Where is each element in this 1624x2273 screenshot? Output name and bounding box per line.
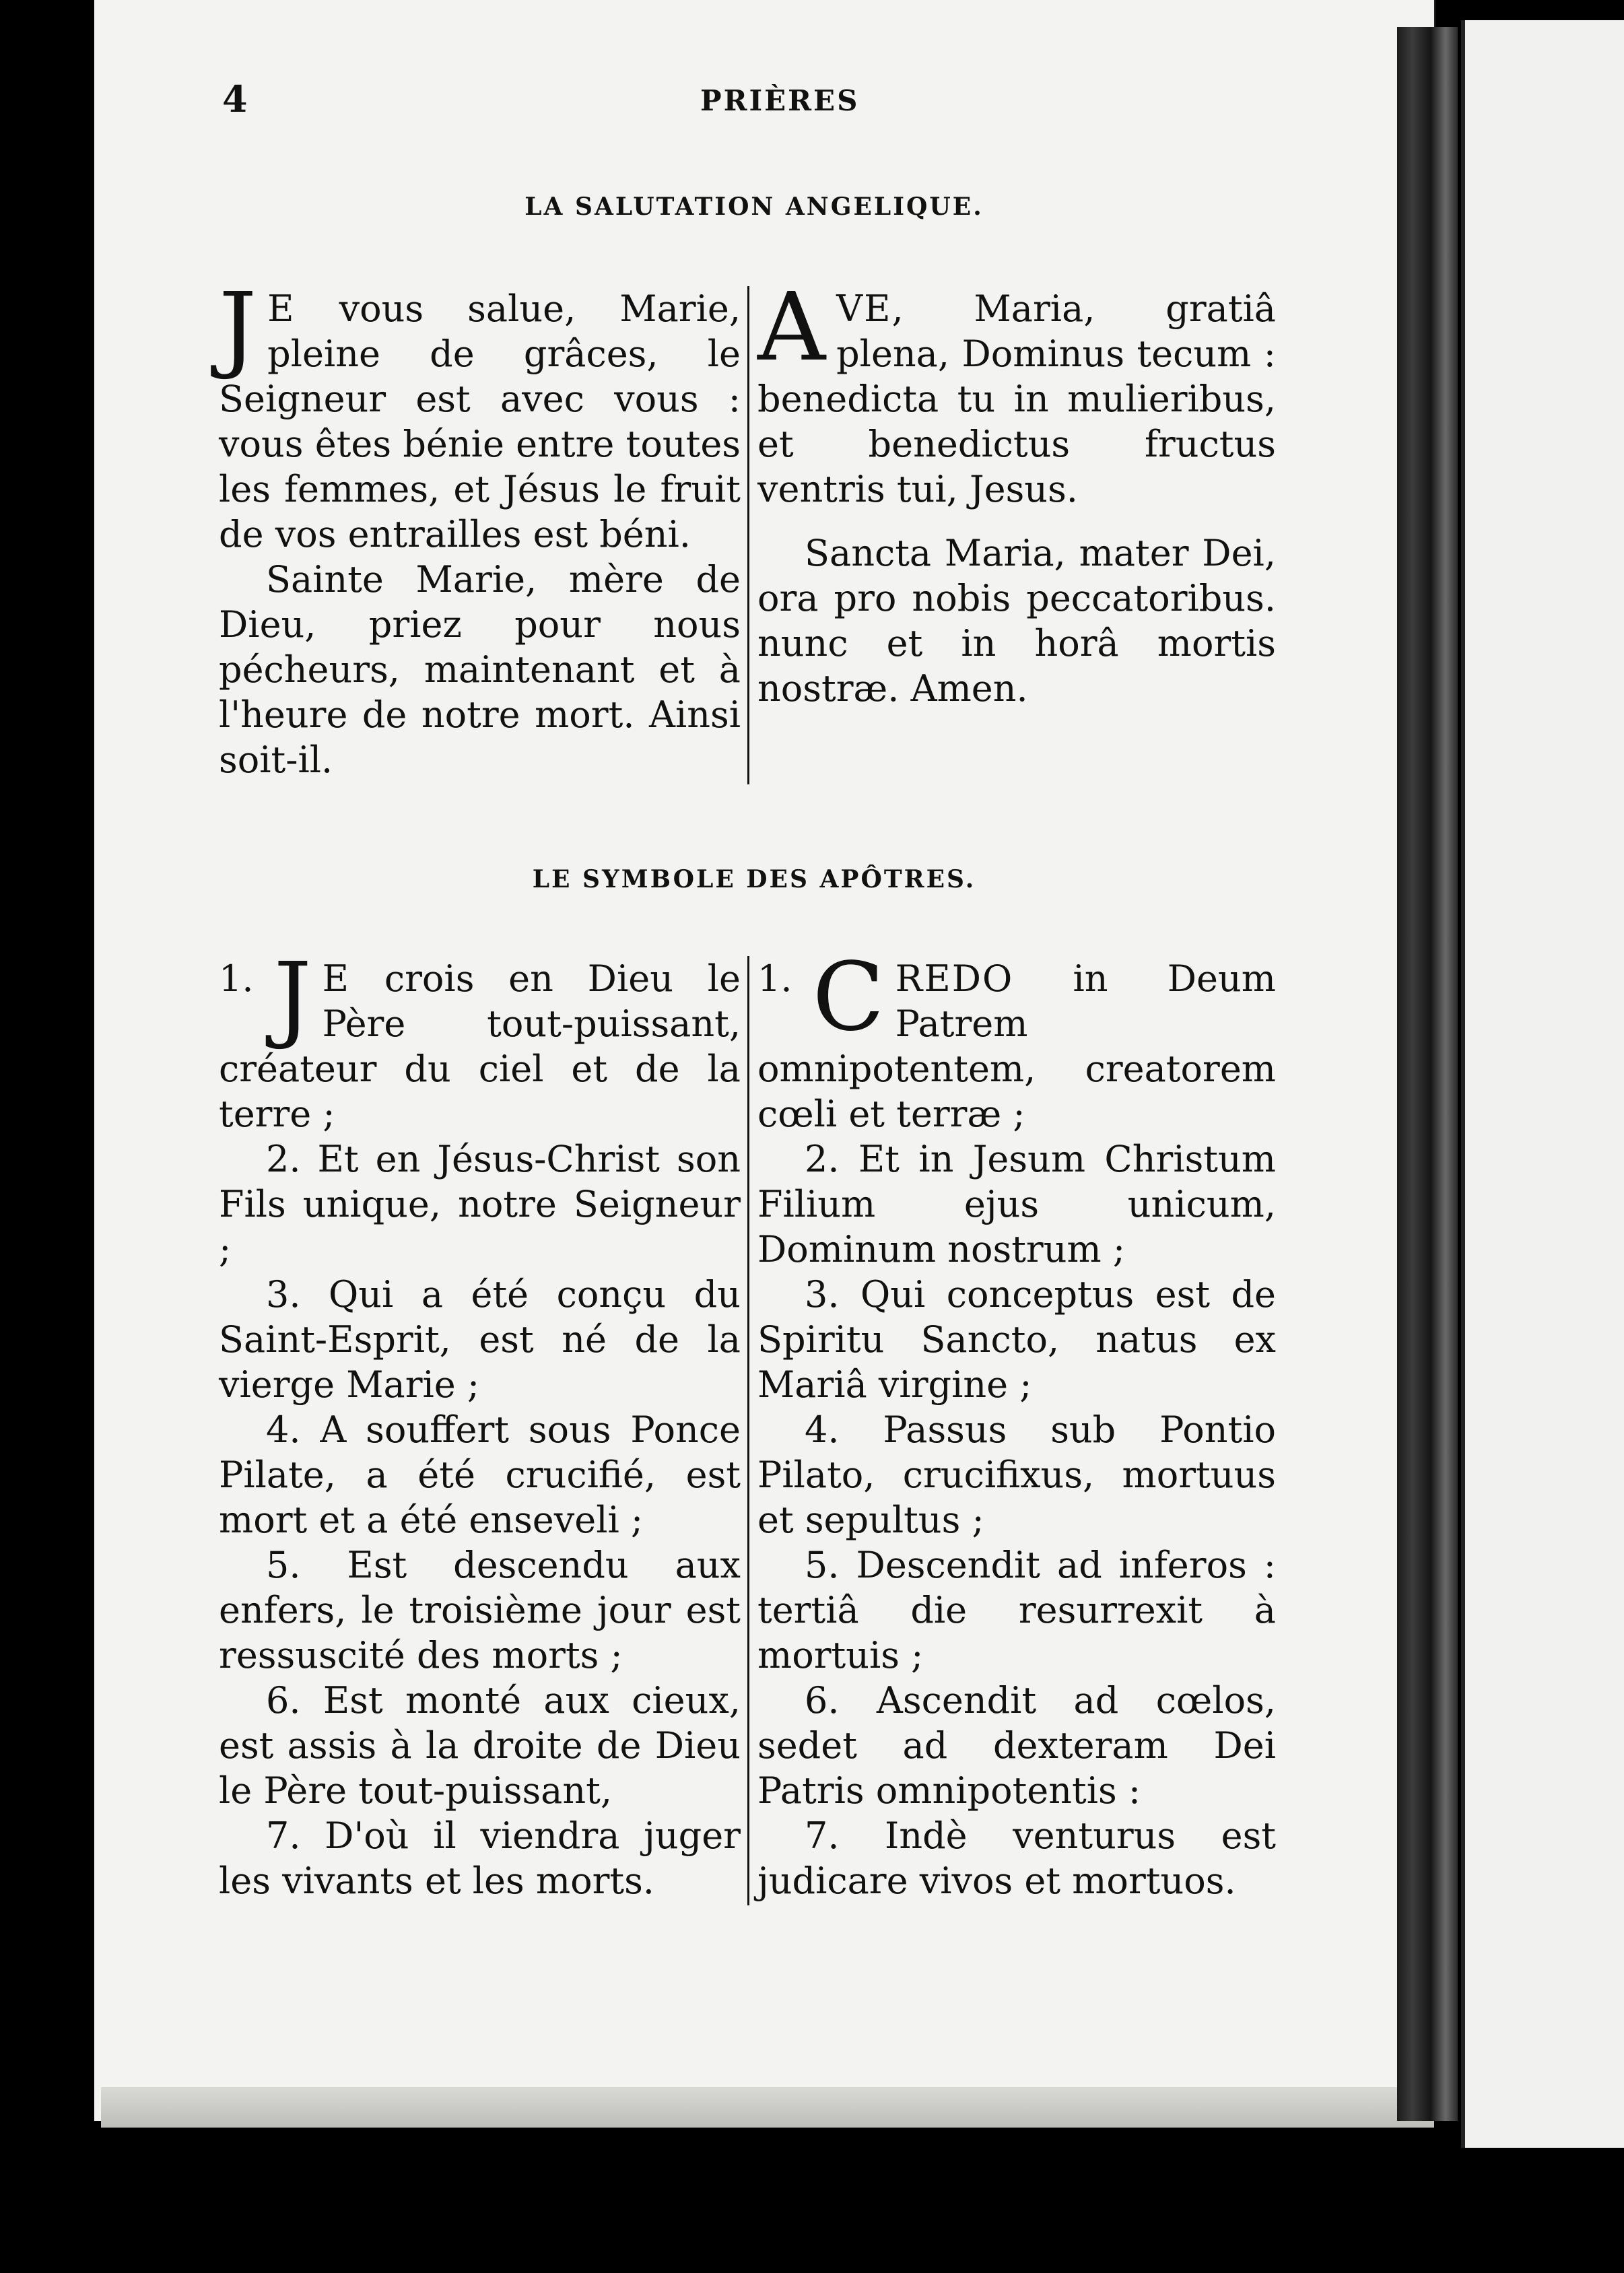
salutation-latin-paragraph-2: Sancta Maria, mater Dei, ora pro nobis peccatoribus. nunc et in horâ mortis nostræ. Amen. (757, 532, 1276, 710)
salutation-title: LA SALUTATION ANGELIQUE. (525, 193, 984, 221)
page-number: 4 (222, 77, 248, 121)
book-spine (1397, 27, 1458, 2121)
dropcap: C (812, 943, 885, 1052)
symbole-french-article: 4. A souffert sous Ponce Pilate, a été crucifié, est mort et a été enseveli ; (219, 1409, 741, 1541)
symbole-french-article: 3. Qui a été conçu du Saint-Esprit, est né de la vierge Marie ; (219, 1273, 741, 1406)
symbole-french-article: 5. Est descendu aux enfers, le troisième jour est ressuscité des morts ; (219, 1544, 741, 1676)
dropcap: J (219, 273, 257, 382)
symbole-french-column (219, 943, 741, 1903)
salutation-french-paragraph-2: Sainte Marie, mère de Dieu, priez pour nous pécheurs, maintenant et à l'heure de notre mort. Ainsi soit-il. (219, 558, 741, 781)
symbole-french-article: 2. Et en Jésus-Christ son Fils unique, notre Seigneur ; (219, 1138, 741, 1270)
dropcap: A (757, 273, 826, 382)
salutation-latin-column (757, 273, 1276, 711)
symbole-latin-article: 2. Et in Jesum Christum Filium ejus unicum, Dominum nostrum ; (757, 1138, 1276, 1270)
symbole-latin-article-1: 1. C REDO in Deum Patrem omnipotentem, creatorem cœli et terræ ; (757, 943, 1276, 1135)
symbole-latin-article: 4. Passus sub Pontio Pilato, crucifixus, mortuus et sepultus ; (757, 1409, 1276, 1541)
symbole-latin-article: 5. Descendit ad inferos : tertiâ die resurrexit à mortuis ; (757, 1544, 1276, 1676)
symbole-latin-article: 3. Qui conceptus est de Spiritu Sancto, natus ex Mariâ virgine ; (757, 1273, 1276, 1406)
page-edge-shadow (101, 2087, 1434, 2128)
salutation-french-paragraph-1: J E vous salue, Marie, pleine de grâces, le Seigneur est avec vous : vous êtes bénie entre toutes les femmes, et Jésus le fruit de vos entrailles est béni. (219, 273, 741, 555)
symbole-latin-column (757, 943, 1276, 1903)
facing-page-edge (1461, 20, 1624, 2148)
salutation-french-column (219, 273, 741, 782)
dropcap: J (273, 943, 312, 1052)
symbole-title: LE SYMBOLE DES APÔTRES. (532, 865, 976, 893)
running-title: PRIÈRES (700, 84, 860, 117)
symbole-latin-article: 6. Ascendit ad cœlos, sedet ad dexteram Dei Patris omnipotentis : (757, 1679, 1276, 1812)
symbole-french-article: 7. D'où il viendra juger les vivants et les morts. (219, 1814, 741, 1902)
symbole-french-article: 6. Est monté aux cieux, est assis à la droite de Dieu le Père tout-puissant, (219, 1679, 741, 1812)
salutation-latin-paragraph-1: AVE, Maria, gratiâ plena, Dominus tecum : benedicta tu in mulieribus, et benedictus fructus ventris tui, Jesus. (757, 273, 1276, 510)
column-divider (747, 956, 749, 1905)
column-divider (747, 286, 749, 784)
symbole-latin-article: 7. Indè venturus est judicare vivos et mortuos. (757, 1814, 1276, 1902)
symbole-french-article-1: 1. J E crois en Dieu le Père tout-puissant, créateur du ciel et de la terre ; (219, 943, 741, 1135)
